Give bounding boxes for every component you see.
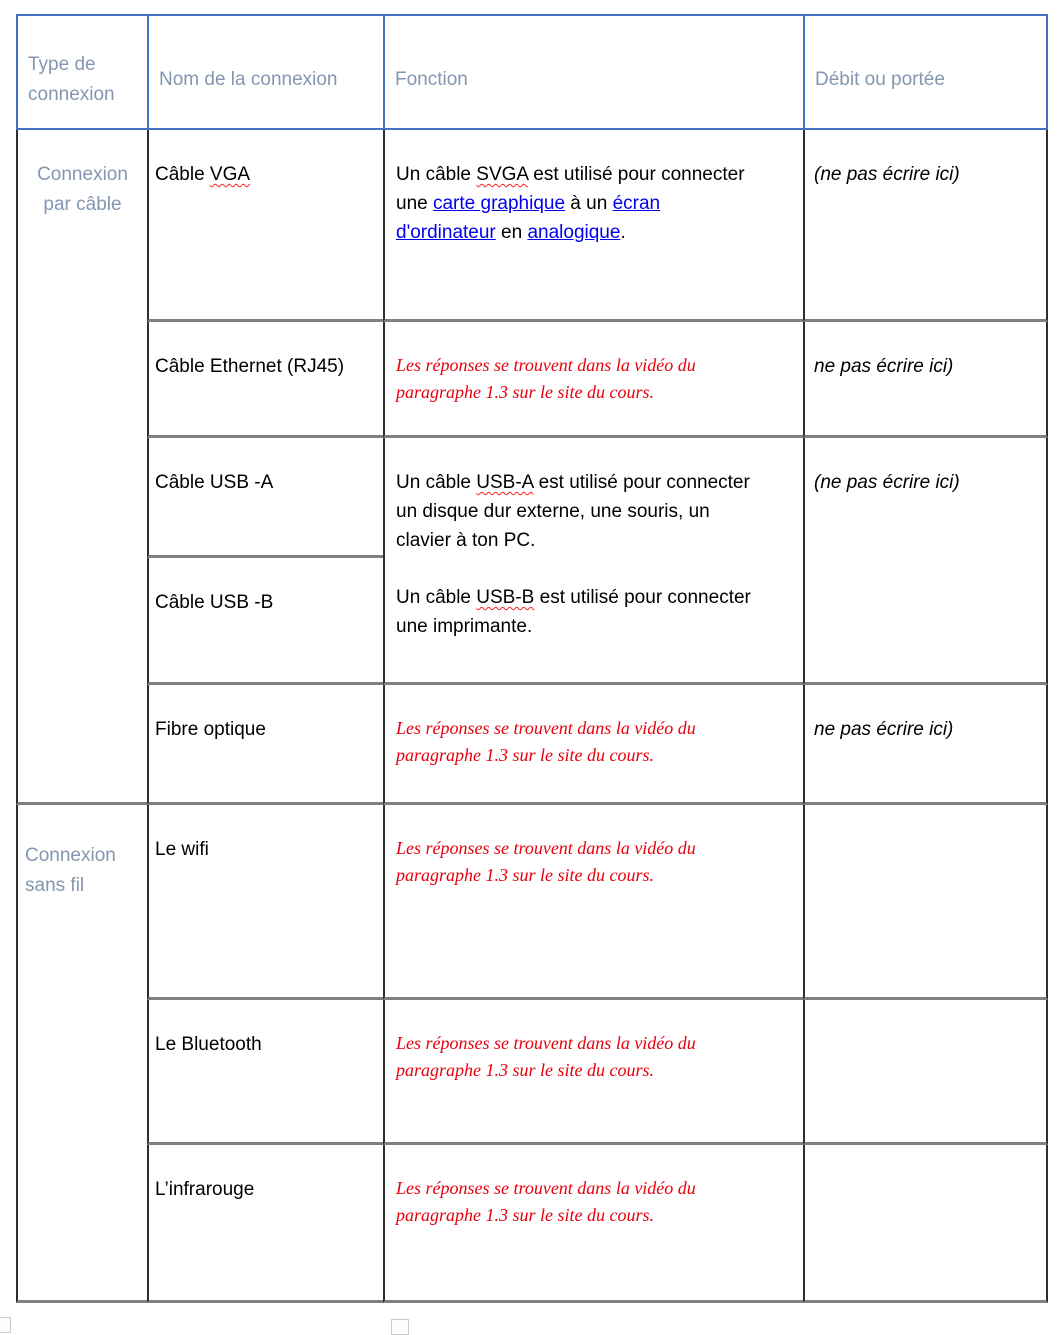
name-cell-le-wifi bbox=[147, 805, 383, 1000]
header-label: Débit ou portée bbox=[815, 69, 945, 90]
fonction-text: clavier à ton PC. bbox=[396, 530, 536, 551]
link-carte-graphique[interactable]: carte graphique bbox=[432, 193, 566, 214]
answers-note: Les réponses se trouvent dans la vidéo du paragraphe 1.3 sur le site du cours. bbox=[396, 838, 696, 885]
fonction-cell-bluetooth bbox=[383, 1000, 803, 1145]
name-cell-cable-usb-a bbox=[147, 438, 383, 558]
fonction-paragraph bbox=[396, 468, 793, 555]
fonction-text: une imprimante. bbox=[396, 616, 533, 637]
section-label: Connexion sans fil bbox=[25, 845, 116, 896]
name-text: Câble USB -B bbox=[155, 592, 274, 613]
answers-note: Les réponses se trouvent dans la vidéo du paragraphe 1.3 sur le site du cours. bbox=[396, 355, 696, 402]
name-cell-cable-ethernet bbox=[147, 322, 383, 438]
name-text: Fibre optique bbox=[155, 719, 266, 740]
header-label: Fonction bbox=[395, 69, 468, 90]
fonction-cell-wifi bbox=[383, 805, 803, 1000]
fonction-text: en bbox=[495, 222, 528, 243]
fonction-text: Un câble bbox=[396, 472, 477, 493]
answers-note: Les réponses se trouvent dans la vidéo du paragraphe 1.3 sur le site du cours. bbox=[396, 718, 696, 765]
answers-note: Les réponses se trouvent dans la vidéo du paragraphe 1.3 sur le site du cours. bbox=[396, 1033, 696, 1080]
name-cell-cable-usb-b bbox=[147, 558, 383, 685]
fonction-cell-vga bbox=[383, 130, 803, 322]
name-cell-fibre-optique bbox=[147, 685, 383, 805]
name-text: Câble USB -A bbox=[155, 472, 274, 493]
debit-text: (ne pas écrire ici) bbox=[814, 472, 960, 493]
spellcheck-word: VGA bbox=[209, 164, 251, 185]
page-edge-fragment bbox=[391, 1319, 409, 1335]
link-analogique[interactable]: analogique bbox=[527, 222, 621, 243]
name-text: Le wifi bbox=[155, 839, 209, 860]
link-ecran-dordinateur[interactable]: d'ordinateur bbox=[396, 222, 496, 243]
spellcheck-word: USB-B bbox=[476, 587, 535, 608]
name-cell-le-bluetooth bbox=[147, 1000, 383, 1145]
fonction-text: Un câble bbox=[396, 587, 477, 608]
fonction-cell-infrarouge bbox=[383, 1145, 803, 1303]
debit-cell-wifi-empty bbox=[803, 805, 1048, 1000]
fonction-cell-ethernet bbox=[383, 322, 803, 438]
debit-text: (ne pas écrire ici) bbox=[814, 164, 960, 185]
fonction-text: un disque dur externe, une souris, un bbox=[396, 501, 710, 522]
name-text: Câble Ethernet (RJ45) bbox=[155, 356, 345, 377]
fonction-text: est utilisé pour connecter bbox=[534, 587, 751, 608]
link-ecran-dordinateur[interactable]: écran bbox=[612, 193, 661, 214]
name-text: Câble bbox=[155, 164, 210, 185]
answers-note: Les réponses se trouvent dans la vidéo du paragraphe 1.3 sur le site du cours. bbox=[396, 1178, 696, 1225]
section-cell-connexion-par-cable bbox=[16, 130, 147, 805]
header-label: Type de connexion bbox=[28, 54, 115, 105]
header-type-de-connexion bbox=[16, 14, 147, 130]
fonction-paragraph bbox=[396, 583, 793, 641]
debit-text: ne pas écrire ici) bbox=[814, 719, 954, 740]
fonction-text: à un bbox=[565, 193, 613, 214]
fonction-text: une bbox=[396, 193, 433, 214]
debit-cell-infrarouge-empty bbox=[803, 1145, 1048, 1303]
name-text: L’infrarouge bbox=[155, 1179, 255, 1200]
debit-cell-vga bbox=[803, 130, 1048, 322]
fonction-text: . bbox=[620, 222, 626, 243]
fonction-paragraph bbox=[396, 160, 793, 247]
connection-table bbox=[16, 14, 1048, 1303]
header-label: Nom de la connexion bbox=[159, 69, 338, 90]
fonction-text: est utilisé pour connecter bbox=[533, 472, 750, 493]
header-debit-ou-portee bbox=[803, 14, 1048, 130]
name-text: Le Bluetooth bbox=[155, 1034, 262, 1055]
header-nom-de-la-connexion bbox=[147, 14, 383, 130]
fonction-text: est utilisé pour connecter bbox=[528, 164, 745, 185]
header-fonction bbox=[383, 14, 803, 130]
debit-cell-bluetooth-empty bbox=[803, 1000, 1048, 1145]
fonction-cell-usb bbox=[383, 438, 803, 685]
spellcheck-word: SVGA bbox=[476, 164, 529, 185]
debit-text: ne pas écrire ici) bbox=[814, 356, 954, 377]
debit-cell-usb bbox=[803, 438, 1048, 685]
section-label: Connexion par câble bbox=[37, 164, 128, 215]
fonction-text: Un câble bbox=[396, 164, 477, 185]
name-cell-infrarouge bbox=[147, 1145, 383, 1303]
debit-cell-fibre bbox=[803, 685, 1048, 805]
name-cell-cable-vga bbox=[147, 130, 383, 322]
debit-cell-ethernet bbox=[803, 322, 1048, 438]
page-edge-fragment bbox=[0, 1317, 11, 1333]
fonction-cell-fibre bbox=[383, 685, 803, 805]
section-cell-connexion-sans-fil bbox=[16, 805, 147, 1303]
spellcheck-word: USB-A bbox=[476, 472, 534, 493]
